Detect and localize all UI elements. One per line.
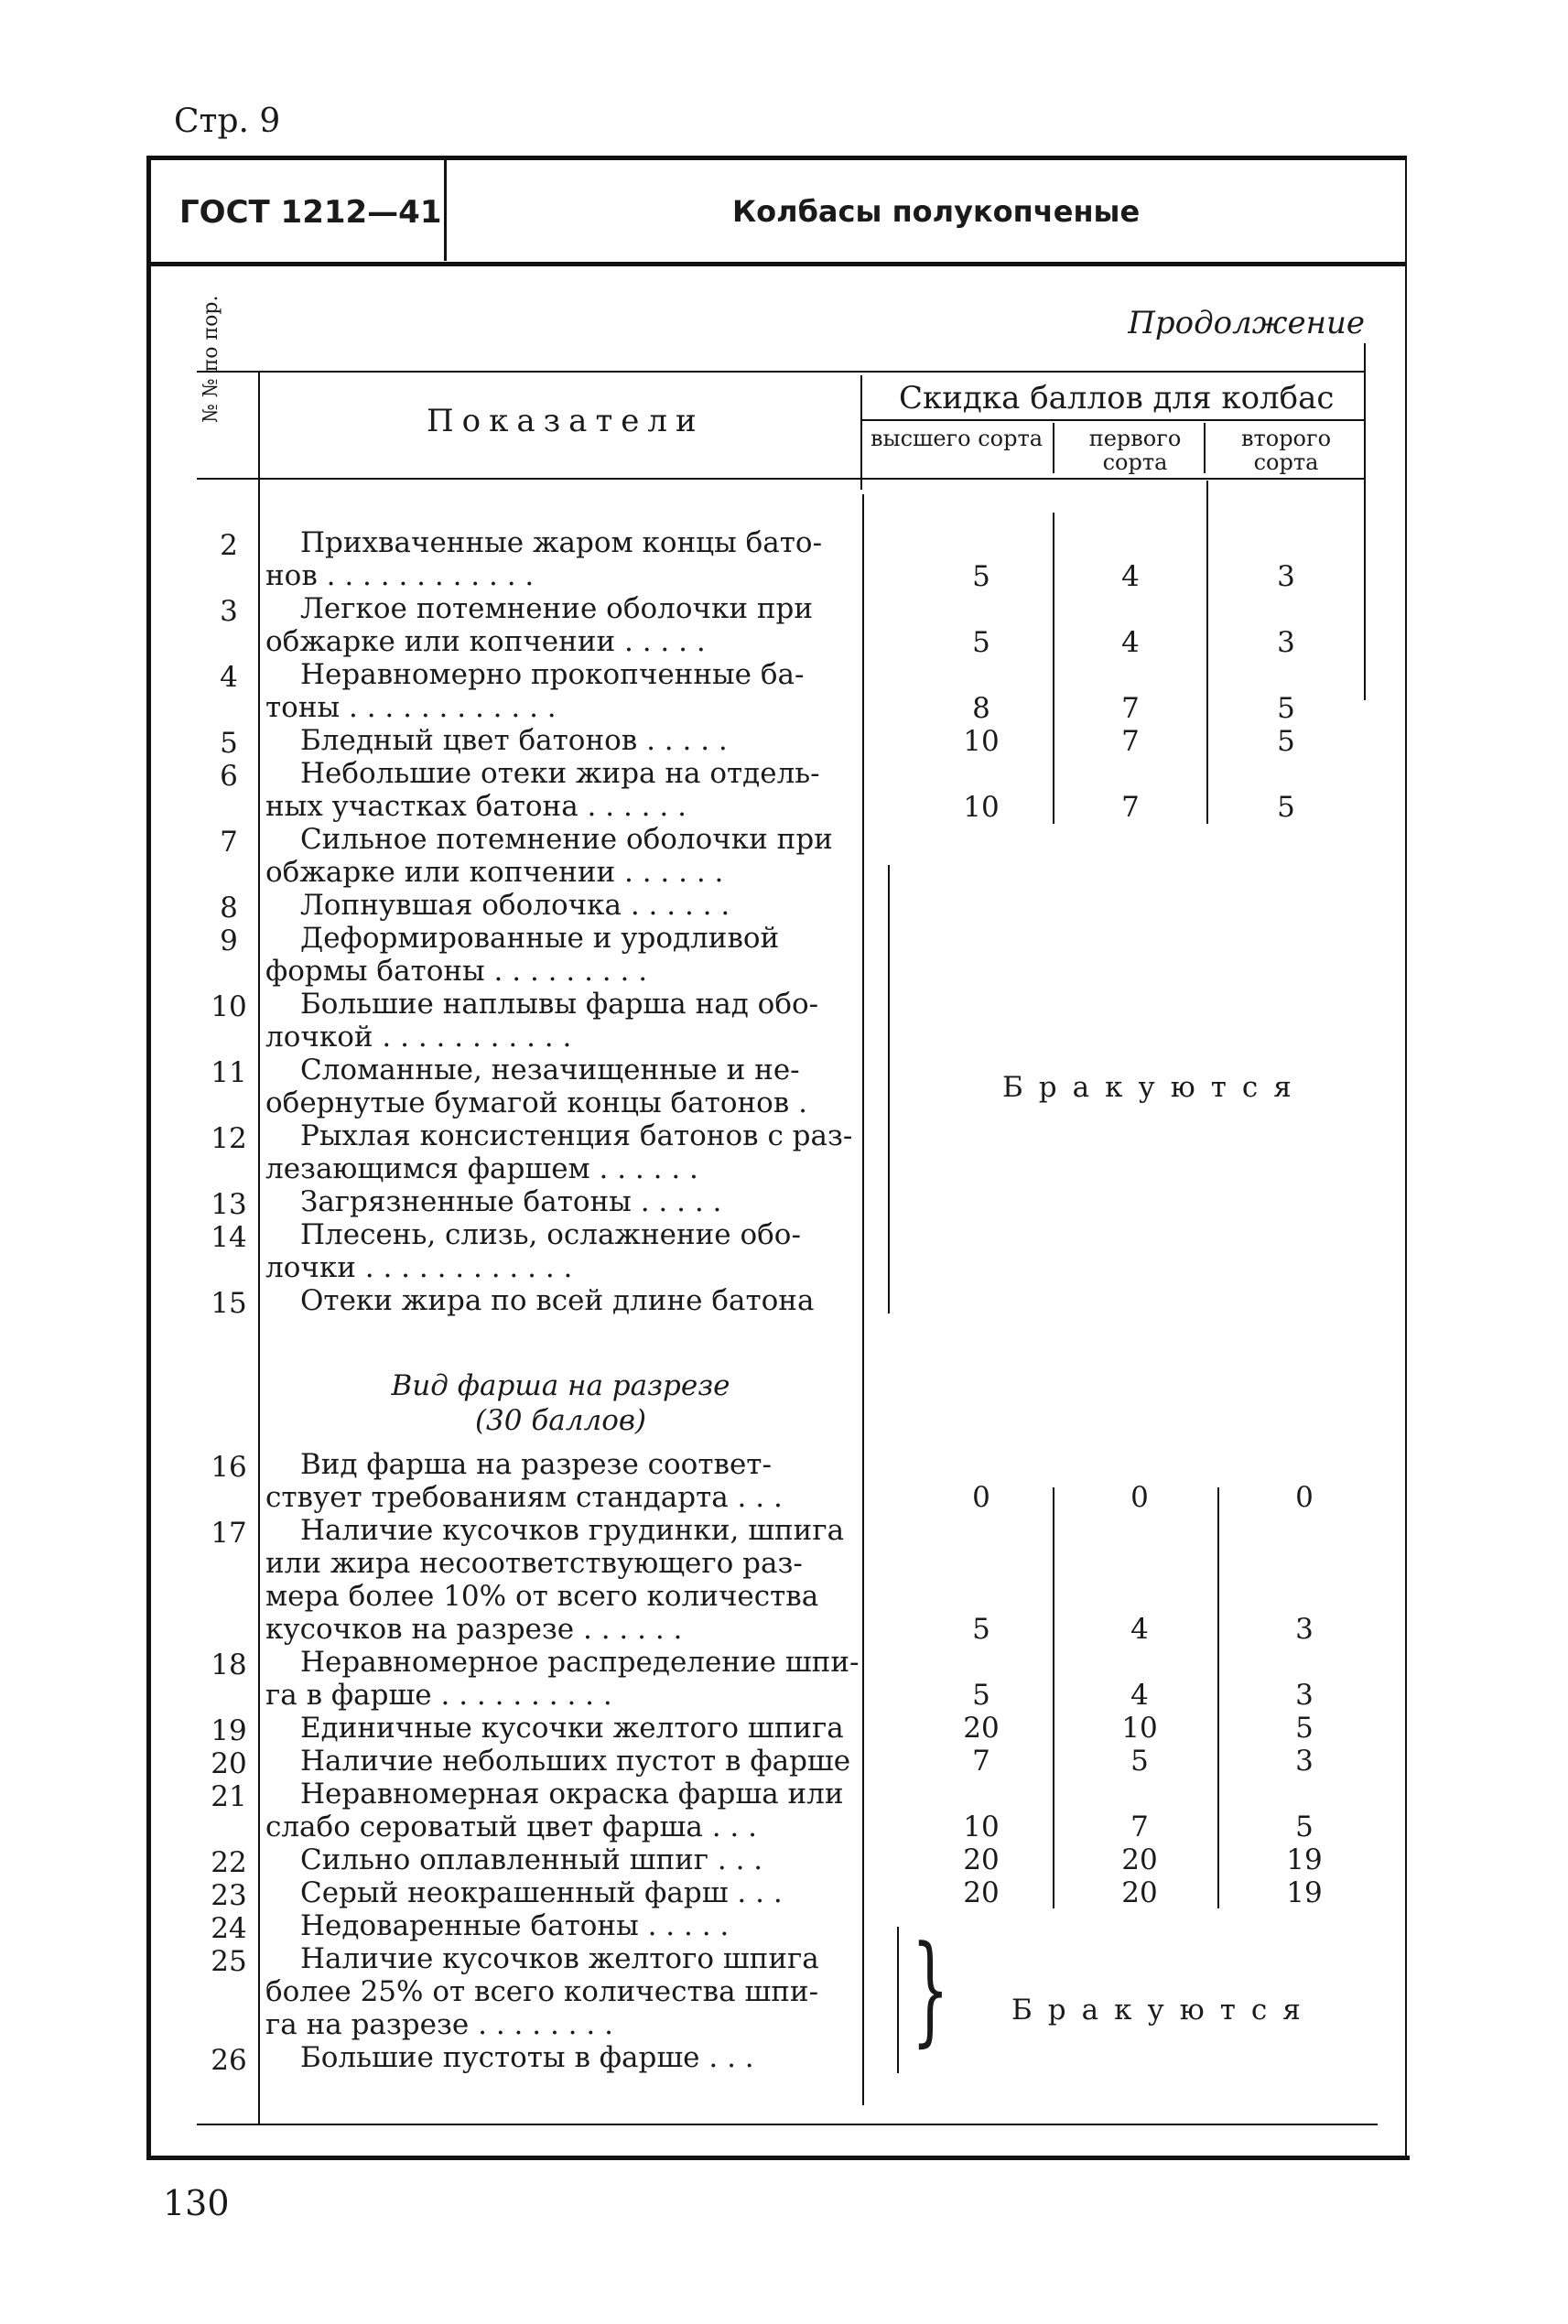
- section-heading: [265, 1368, 856, 1438]
- table-bottom-rule: [197, 2124, 1378, 2125]
- value-second: 0: [1295, 1481, 1314, 1514]
- value-premium: 20: [963, 1876, 1000, 1909]
- value-second: 3: [1295, 1679, 1314, 1712]
- row-number: 10: [211, 990, 247, 1023]
- header-left-rule: [146, 156, 151, 2160]
- value-second: 5: [1277, 692, 1295, 725]
- row-line: Плесень, слизь, ослажнение обо-: [300, 1218, 801, 1251]
- row-line: кусочков на разрезе . . . . . .: [265, 1613, 683, 1646]
- row-line: Сломанные, незачищенные и не-: [300, 1054, 800, 1086]
- row-number: 13: [211, 1188, 247, 1221]
- row-text: [265, 1054, 856, 1119]
- row-text: [265, 988, 856, 1054]
- value-second: 19: [1286, 1876, 1323, 1909]
- num-col-rule: [258, 371, 260, 2124]
- value-first: 7: [1130, 1811, 1149, 1843]
- value-first: 10: [1121, 1712, 1158, 1745]
- row-number: 15: [211, 1287, 247, 1320]
- row-line: более 25% от всего количества шпи-: [265, 1975, 819, 2008]
- value-first: 20: [1121, 1876, 1158, 1909]
- value-second: 3: [1295, 1613, 1314, 1646]
- row-text: [265, 1284, 856, 1317]
- row-line: Неравномерное распределение шпи-: [300, 1646, 860, 1679]
- value-premium: 10: [963, 791, 1000, 824]
- row-line: обжарке или копчении . . . . .: [265, 625, 706, 658]
- row-line: или жира несоответствующего раз-: [265, 1547, 803, 1580]
- row-line: лочки . . . . . . . . . . . .: [265, 1251, 573, 1284]
- row-number: 21: [211, 1780, 247, 1813]
- header-bottom-table-rule: [197, 478, 1364, 480]
- header-top-rule: [146, 156, 1405, 160]
- row-number-header: [200, 295, 254, 478]
- row-text: [265, 757, 856, 823]
- value-first: 7: [1121, 725, 1140, 758]
- row-line: Рыхлая консистенция батонов с раз-: [300, 1119, 853, 1152]
- section-title: Вид фарша на разрезе: [391, 1369, 730, 1402]
- row-number: 6: [220, 760, 238, 793]
- page-label: Стр. 9: [174, 103, 281, 140]
- row-text: [265, 1876, 856, 1909]
- row-number: 3: [220, 595, 238, 628]
- header-bottom-rule: [146, 262, 1405, 266]
- row-text: [265, 1119, 856, 1185]
- page-number: 130: [163, 2183, 230, 2223]
- section-points: (30 баллов): [474, 1404, 647, 1437]
- document-title: Колбасы полукопченые: [732, 194, 1141, 229]
- row-line: Деформированные и уродливой: [300, 922, 780, 955]
- row-line: мера более 10% от всего количества: [265, 1580, 819, 1613]
- values-col-rule-4: [1217, 1487, 1219, 1908]
- row-text: [265, 1448, 856, 1514]
- values-col-rule-3: [1053, 1487, 1054, 1908]
- row-text: [265, 1843, 856, 1876]
- indicators-header: Показатели: [427, 403, 705, 439]
- row-number: 2: [220, 529, 238, 562]
- row-number: 17: [211, 1517, 247, 1550]
- row-text: [265, 1745, 856, 1778]
- value-premium: 10: [963, 725, 1000, 758]
- row-number: 14: [211, 1221, 247, 1254]
- row-line: формы батоны . . . . . . . . .: [265, 955, 648, 988]
- row-line: Неравномерно прокопченные ба-: [300, 658, 805, 691]
- value-premium: 5: [972, 1679, 990, 1712]
- value-first: 4: [1130, 1613, 1149, 1646]
- value-premium: 20: [963, 1843, 1000, 1876]
- row-number: 5: [220, 727, 238, 760]
- indicator-col-rule: [860, 375, 862, 490]
- values-col-rule-1: [1053, 513, 1054, 824]
- value-second: 3: [1277, 626, 1295, 659]
- table-right-rule: [1364, 343, 1366, 700]
- row-text: [265, 922, 856, 988]
- value-second: 5: [1295, 1811, 1314, 1843]
- row-number: 22: [211, 1846, 247, 1879]
- row-line: га на разрезе . . . . . . . .: [265, 2008, 613, 2041]
- value-premium: 5: [972, 1613, 990, 1646]
- frame-right-rule: [1405, 156, 1407, 2160]
- gost-code: ГОСТ 1212—41: [179, 194, 442, 231]
- brace-rule-lower: [897, 1927, 899, 2073]
- rejected-label-lower: Бракуются: [1011, 1994, 1316, 2027]
- row-number-header-text: № № по пор.: [200, 295, 222, 423]
- row-text: [265, 2041, 856, 2074]
- rejected-label-upper: Бракуются: [1002, 1071, 1307, 1104]
- row-text: [265, 1942, 856, 2041]
- row-number: 11: [211, 1056, 247, 1089]
- row-line: нов . . . . . . . . . . . .: [265, 559, 535, 592]
- continuation-label: Продолжение: [1128, 305, 1365, 341]
- value-first: 0: [1130, 1481, 1149, 1514]
- row-number: 24: [211, 1912, 247, 1945]
- value-first: 7: [1121, 791, 1140, 824]
- value-premium: 10: [963, 1811, 1000, 1843]
- grade-header-second: второго сорта: [1240, 426, 1332, 475]
- row-line: га в фарше . . . . . . . . . .: [265, 1679, 612, 1712]
- value-second: 5: [1277, 725, 1295, 758]
- table-top-rule: [197, 371, 1364, 373]
- row-text: [265, 658, 856, 724]
- row-line: Сильное потемнение оболочки при: [300, 823, 833, 856]
- row-number: 23: [211, 1879, 247, 1912]
- text-col-rule: [862, 494, 864, 2105]
- value-second: 3: [1277, 560, 1295, 593]
- row-line: Лопнувшая оболочка . . . . . .: [300, 889, 730, 922]
- grade-col-rule-2: [1204, 423, 1206, 473]
- brace-rule-upper: [888, 865, 890, 1313]
- value-first: 7: [1121, 692, 1140, 725]
- row-text: [265, 1712, 856, 1745]
- row-line: Неравномерная окраска фарша или: [300, 1778, 844, 1811]
- value-premium: 0: [972, 1481, 990, 1514]
- row-number: 20: [211, 1747, 247, 1780]
- grade-header-first: первого сорта: [1088, 426, 1182, 475]
- value-premium: 5: [972, 626, 990, 659]
- row-line: обжарке или копчении . . . . . .: [265, 856, 724, 889]
- row-number: 18: [211, 1648, 247, 1681]
- row-text: [265, 724, 856, 757]
- row-line: Большие пустоты в фарше . . .: [300, 2041, 754, 2074]
- row-line: Наличие кусочков грудинки, шпига: [300, 1514, 845, 1547]
- row-number: 26: [211, 2044, 247, 2077]
- value-premium: 7: [972, 1745, 990, 1778]
- row-line: Прихваченные жаром концы бато-: [300, 526, 823, 559]
- row-number: 8: [220, 892, 238, 924]
- row-number: 16: [211, 1451, 247, 1484]
- discount-header: Скидка баллов для колбас: [899, 380, 1335, 416]
- value-second: 19: [1286, 1843, 1323, 1876]
- row-line: Бледный цвет батонов . . . . .: [300, 724, 728, 757]
- row-line: Серый неокрашенный фарш . . .: [300, 1876, 783, 1909]
- row-number: 12: [211, 1122, 247, 1155]
- value-first: 5: [1130, 1745, 1149, 1778]
- row-line: Вид фарша на разрезе соответ-: [300, 1448, 772, 1481]
- value-premium: 8: [972, 692, 990, 725]
- row-number: 19: [211, 1714, 247, 1747]
- row-line: Наличие кусочков желтого шпига: [300, 1942, 819, 1975]
- row-line: Единичные кусочки желтого шпига: [300, 1712, 844, 1745]
- row-text: [265, 1514, 856, 1646]
- row-number: 9: [220, 924, 238, 957]
- row-line: Отеки жира по всей длине батона: [300, 1284, 815, 1317]
- value-second: 5: [1277, 791, 1295, 824]
- values-col-rule-2: [1206, 481, 1208, 824]
- value-second: 3: [1295, 1745, 1314, 1778]
- value-first: 4: [1130, 1679, 1149, 1712]
- row-line: ных участках батона . . . . . .: [265, 790, 687, 823]
- row-text: [265, 1646, 860, 1712]
- row-line: Небольшие отеки жира на отдель-: [300, 757, 820, 790]
- row-text: [265, 1185, 856, 1218]
- frame-bottom-rule: [146, 2156, 1410, 2160]
- value-premium: 5: [972, 560, 990, 593]
- row-line: Недоваренные батоны . . . . .: [300, 1909, 730, 1942]
- row-number: 7: [220, 826, 238, 859]
- row-text: [265, 592, 856, 658]
- value-first: 4: [1121, 626, 1140, 659]
- row-text: [265, 526, 856, 592]
- row-text: [265, 1909, 856, 1942]
- row-number: 25: [211, 1945, 247, 1978]
- row-line: слабо сероватый цвет фарша . . .: [265, 1811, 757, 1843]
- brace-icon: }: [911, 1919, 950, 2059]
- row-line: Сильно оплавленный шпиг . . .: [300, 1843, 763, 1876]
- row-line: тоны . . . . . . . . . . . .: [265, 691, 557, 724]
- row-text: [265, 1778, 856, 1843]
- value-first: 20: [1121, 1843, 1158, 1876]
- row-line: ствует требованиям стандарта . . .: [265, 1481, 783, 1514]
- row-number: 4: [220, 661, 238, 694]
- row-text: [265, 823, 856, 889]
- row-line: лезающимся фаршем . . . . . .: [265, 1152, 698, 1185]
- grade-header-premium: высшего сорта: [870, 426, 1044, 451]
- row-line: обернутые бумагой концы батонов .: [265, 1086, 807, 1119]
- row-line: Загрязненные батоны . . . . .: [300, 1185, 722, 1218]
- header-divider: [444, 160, 447, 261]
- row-text: [265, 889, 856, 922]
- row-text: [265, 1218, 856, 1284]
- discount-header-rule: [862, 419, 1364, 421]
- value-premium: 20: [963, 1712, 1000, 1745]
- value-first: 4: [1121, 560, 1140, 593]
- row-line: Большие наплывы фарша над обо-: [300, 988, 819, 1021]
- row-line: Наличие небольших пустот в фарше: [300, 1745, 851, 1778]
- row-line: лочкой . . . . . . . . . . .: [265, 1021, 572, 1054]
- row-line: Легкое потемнение оболочки при: [300, 592, 814, 625]
- value-second: 5: [1295, 1712, 1314, 1745]
- grade-col-rule-1: [1053, 423, 1054, 473]
